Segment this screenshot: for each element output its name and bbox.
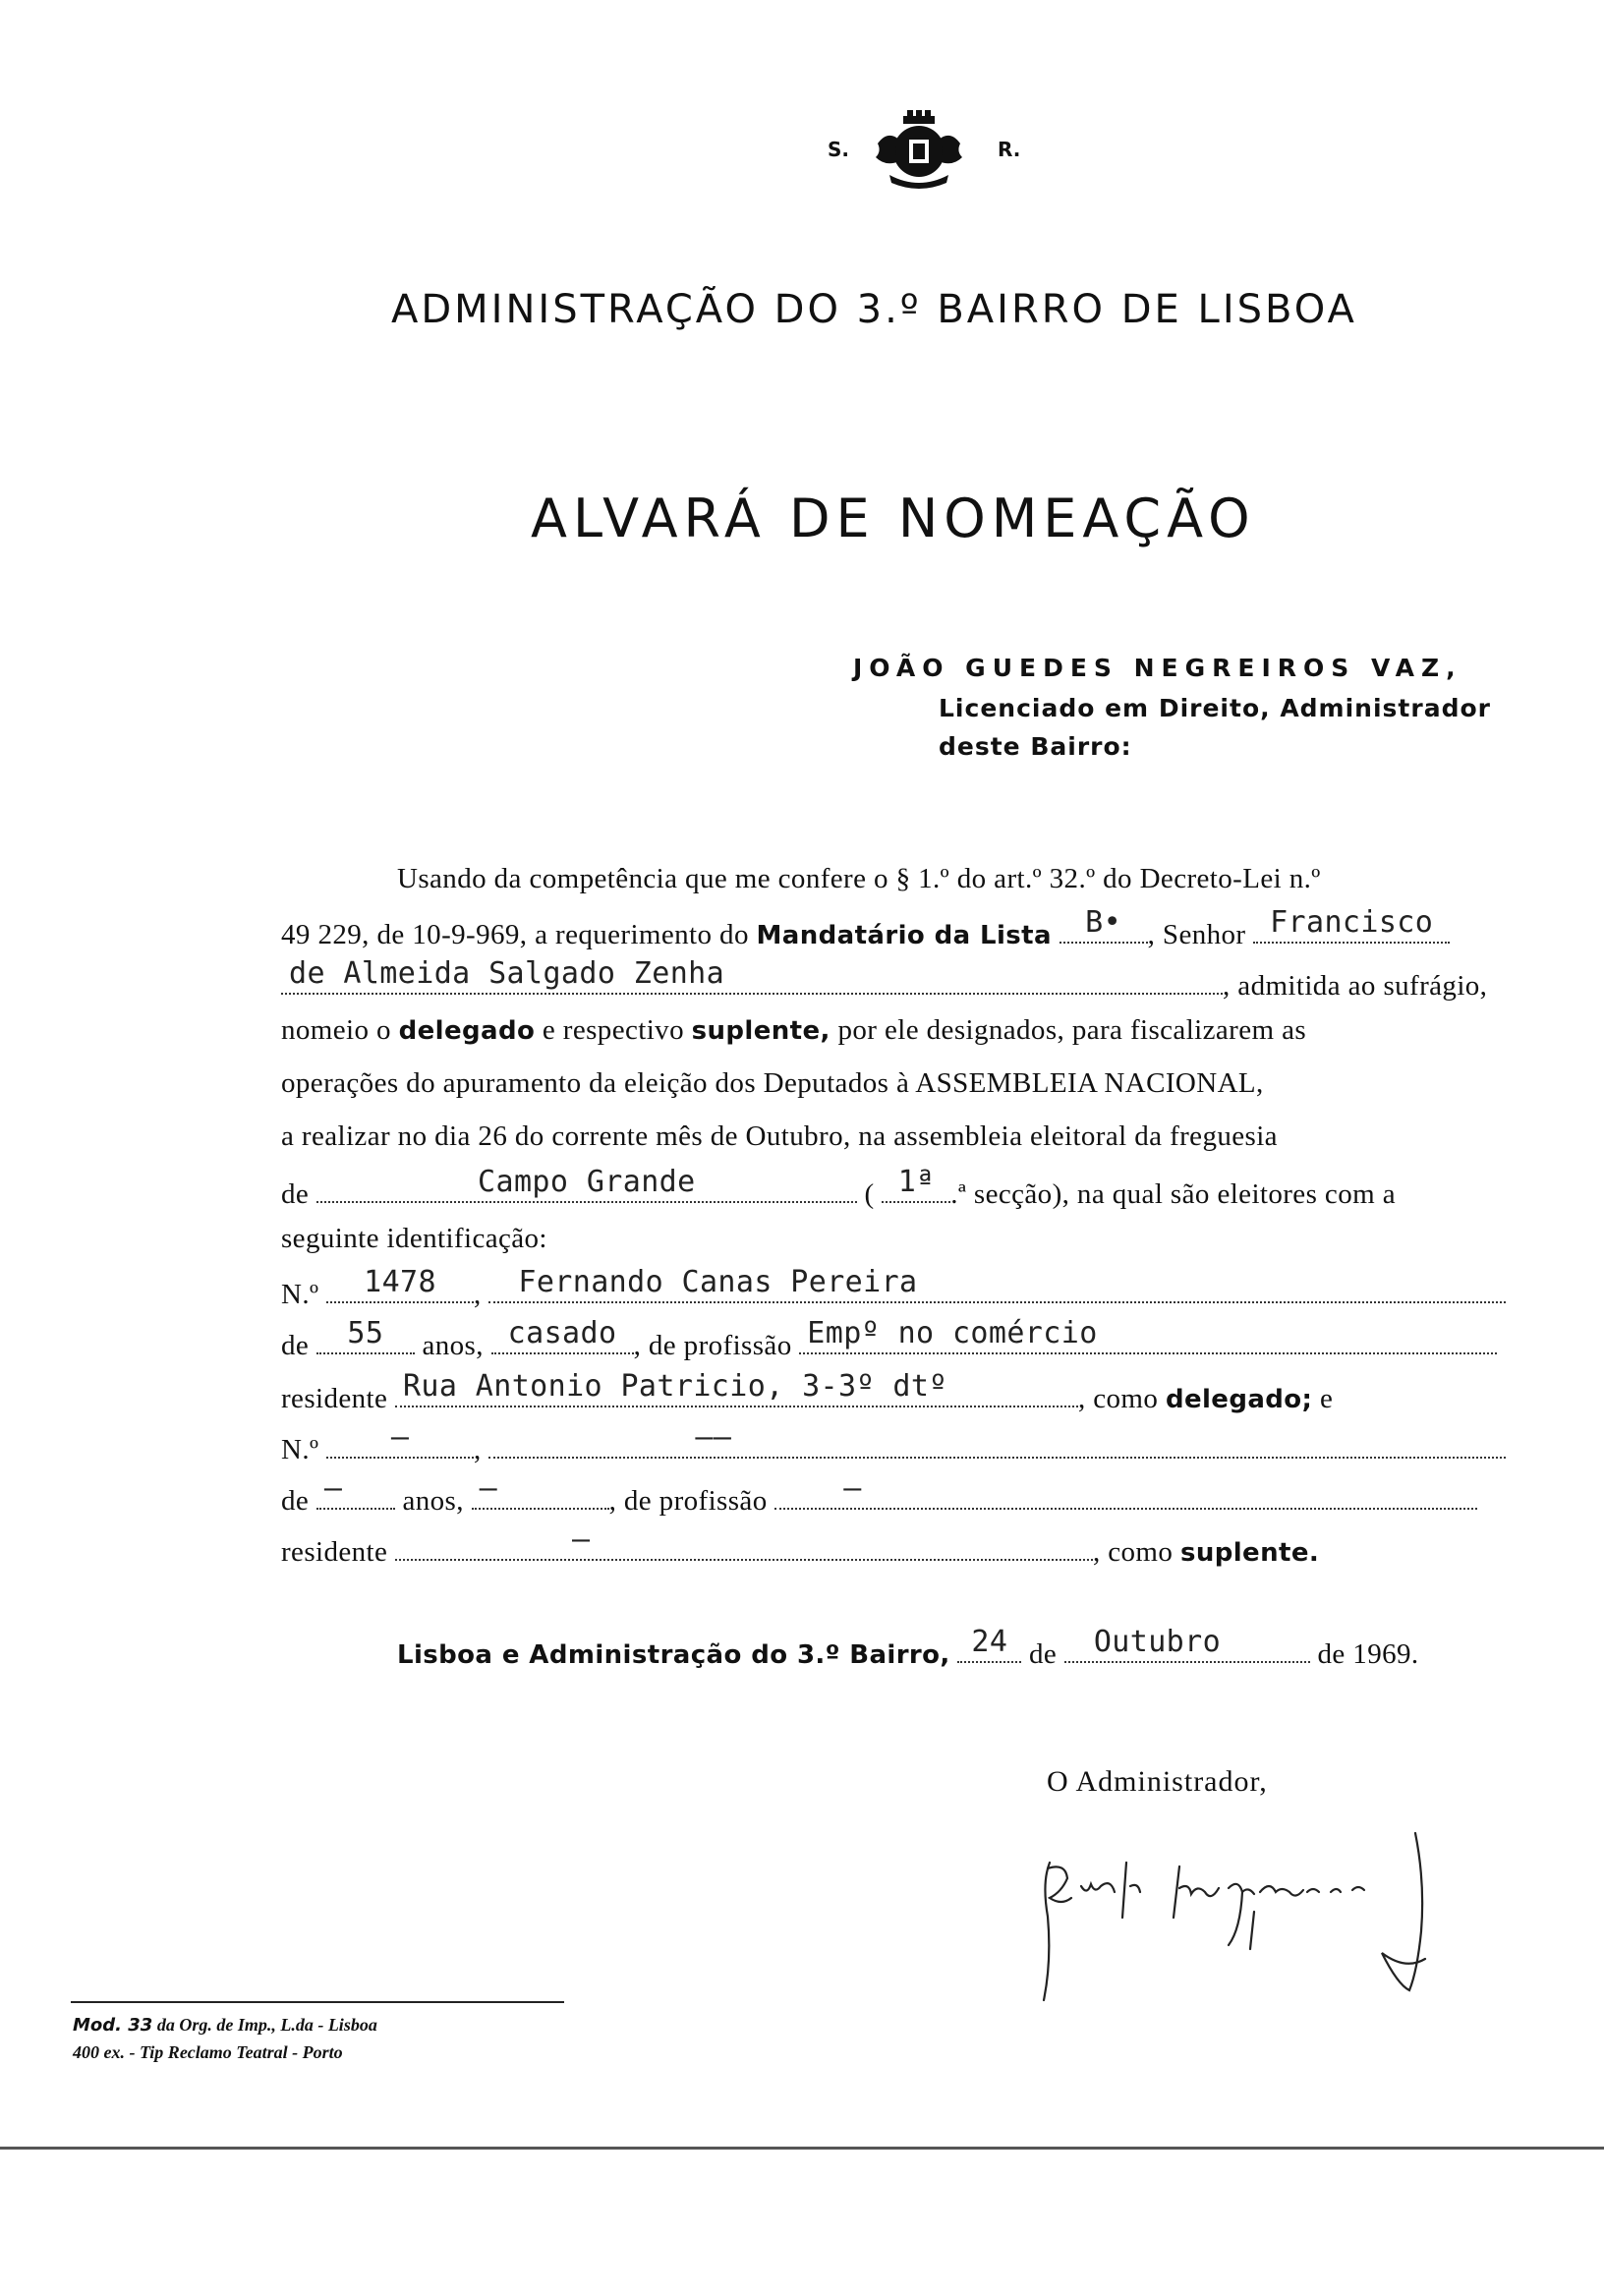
- comma: ,: [474, 1434, 482, 1465]
- body-text: (: [864, 1178, 875, 1210]
- delegate-address: Rua Antonio Patricio, 3-3º dtº: [402, 1369, 947, 1404]
- body-line-7: [281, 1165, 1539, 1211]
- freguesia-value: Campo Grande: [478, 1165, 696, 1199]
- list-field: [1060, 905, 1148, 944]
- role-prefix: , como: [1077, 1383, 1159, 1414]
- substitute-address: –: [571, 1522, 591, 1557]
- body-text: Usando da competência que me confere o § 1.º do art.º 32.º do Decreto-Lei n.º: [397, 863, 1321, 894]
- closing-de: de: [1029, 1638, 1058, 1670]
- substitute-profession-field: [774, 1471, 1477, 1510]
- substitute-civil-status-field: [472, 1471, 609, 1510]
- closing-month: Outubro: [1093, 1625, 1222, 1659]
- substitute-number-field: [326, 1420, 474, 1459]
- coat-of-arms-icon: [870, 110, 968, 191]
- delegate-name: Fernando Canas Pereira: [518, 1265, 918, 1299]
- substitute-name-field: [488, 1420, 1506, 1459]
- delegate-age-field: [316, 1316, 415, 1354]
- body-text: nomeio o: [281, 1014, 391, 1046]
- suplente-bold: suplente,: [691, 1016, 831, 1046]
- body-text: operações do apuramento da eleição dos Deputados à ASSEMBLEIA NACIONAL,: [281, 1067, 1264, 1099]
- body-text: a realizar no dia 26 do corrente mês de Outubro, na assembleia eleitoral da freguesia: [281, 1120, 1278, 1152]
- issuer-title: Licenciado em Direito, Administrador: [939, 694, 1491, 722]
- substitute-civil-status: –: [479, 1471, 498, 1506]
- delegate-address-row: [281, 1369, 1539, 1415]
- body-text: por ele designados, para fiscalizarem as: [837, 1014, 1307, 1046]
- administration-heading: ADMINISTRAÇÃO DO 3.º BAIRRO DE LISBOA: [391, 287, 1357, 332]
- body-line-3: [281, 956, 1539, 1003]
- freguesia-field: [316, 1165, 857, 1203]
- delegate-age: 55: [347, 1316, 384, 1350]
- closing-month-field: [1064, 1625, 1310, 1663]
- signature-title: O Administrador,: [1047, 1765, 1268, 1798]
- comma: ,: [474, 1279, 482, 1310]
- delegate-civil-status: casado: [507, 1316, 617, 1350]
- role-suffix: e: [1320, 1383, 1334, 1414]
- delegado-bold: delegado: [398, 1016, 536, 1046]
- anos-label: anos,: [422, 1330, 484, 1361]
- body-line-6: [281, 1120, 1539, 1153]
- role-prefix: , como: [1092, 1536, 1174, 1568]
- substitute-age: –: [323, 1471, 343, 1506]
- list-value: B•: [1085, 905, 1122, 940]
- residente-label: residente: [281, 1383, 388, 1414]
- seccao-value: 1ª: [897, 1165, 935, 1199]
- substitute-number-row: [281, 1420, 1539, 1466]
- closing-day: 24: [971, 1625, 1008, 1659]
- seccao-field: [882, 1165, 950, 1203]
- delegate-profession-field: [799, 1316, 1497, 1354]
- number-label: N.º: [281, 1434, 319, 1465]
- substitute-address-row: [281, 1522, 1539, 1569]
- issuer-scope: deste Bairro:: [939, 732, 1132, 761]
- delegate-profession: Empº no comércio: [807, 1316, 1098, 1350]
- footer-rule: [71, 2001, 564, 2003]
- delegate-number-field: [326, 1265, 474, 1303]
- issuer-name: JOÃO GUEDES NEGREIROS VAZ,: [853, 654, 1462, 682]
- number-label: N.º: [281, 1279, 319, 1310]
- body-line-4: [281, 1014, 1539, 1047]
- body-line-1: [397, 863, 1604, 895]
- anos-label: anos,: [402, 1485, 464, 1517]
- profissao-label: , de profissão: [608, 1485, 768, 1517]
- body-line-2: [281, 905, 1539, 951]
- residente-label: residente: [281, 1536, 388, 1568]
- delegate-role: delegado;: [1165, 1385, 1313, 1414]
- body-text: seguinte identificação:: [281, 1223, 547, 1254]
- delegate-number: 1478: [364, 1265, 436, 1299]
- body-text: e respectivo: [542, 1014, 684, 1046]
- footer-line-2: 400 ex. - Tip Reclamo Teatral - Porto: [73, 2042, 343, 2062]
- footer-model: Mod. 33: [73, 2015, 153, 2036]
- body-text: , admitida ao sufrágio,: [1223, 970, 1488, 1002]
- body-bold-text: Mandatário da Lista: [756, 921, 1052, 950]
- delegate-civil-status-field: [491, 1316, 634, 1354]
- footer-printer: da Org. de Imp., L.da - Lisboa: [156, 2015, 377, 2035]
- crest-left-letter: S.: [828, 138, 850, 161]
- crest-right-letter: R.: [998, 138, 1021, 161]
- substitute-age-field: [316, 1471, 395, 1510]
- substitute-name: ––: [695, 1420, 732, 1455]
- senhor-field: [1253, 905, 1450, 944]
- closing-row: [397, 1625, 1604, 1671]
- closing-year: de 1969.: [1317, 1638, 1419, 1670]
- delegate-age-row: [281, 1316, 1539, 1362]
- scan-edge-line: [0, 2147, 1604, 2150]
- closing-place: Lisboa e Administração do 3.º Bairro,: [397, 1640, 950, 1670]
- senhor-field-continued: [281, 956, 1223, 995]
- senhor-first-name: Francisco: [1270, 905, 1434, 940]
- body-text: 49 229, de 10-9-969, a requerimento do: [281, 919, 749, 950]
- body-text: de: [281, 1178, 310, 1210]
- body-line-5: [281, 1067, 1539, 1100]
- age-label: de: [281, 1330, 310, 1361]
- substitute-number: –: [390, 1420, 410, 1455]
- signature-icon: [1032, 1823, 1464, 2020]
- delegate-name-field: [488, 1265, 1506, 1303]
- document-title: ALVARÁ DE NOMEAÇÃO: [531, 488, 1256, 549]
- profissao-label: , de profissão: [633, 1330, 792, 1361]
- delegate-number-row: [281, 1265, 1539, 1311]
- closing-day-field: [957, 1625, 1021, 1663]
- senhor-rest-name: de Almeida Salgado Zenha: [289, 956, 725, 991]
- age-label: de: [281, 1485, 310, 1517]
- body-line-8: [281, 1223, 1539, 1255]
- body-text: , Senhor: [1147, 919, 1246, 950]
- body-text: .ª secção), na qual são eleitores com a: [950, 1178, 1396, 1210]
- footer-line-1: [73, 2015, 377, 2036]
- substitute-age-row: [281, 1471, 1539, 1518]
- substitute-profession: –: [843, 1471, 862, 1506]
- substitute-role: suplente.: [1179, 1538, 1320, 1568]
- delegate-address-field: [395, 1369, 1078, 1407]
- substitute-address-field: [395, 1522, 1093, 1561]
